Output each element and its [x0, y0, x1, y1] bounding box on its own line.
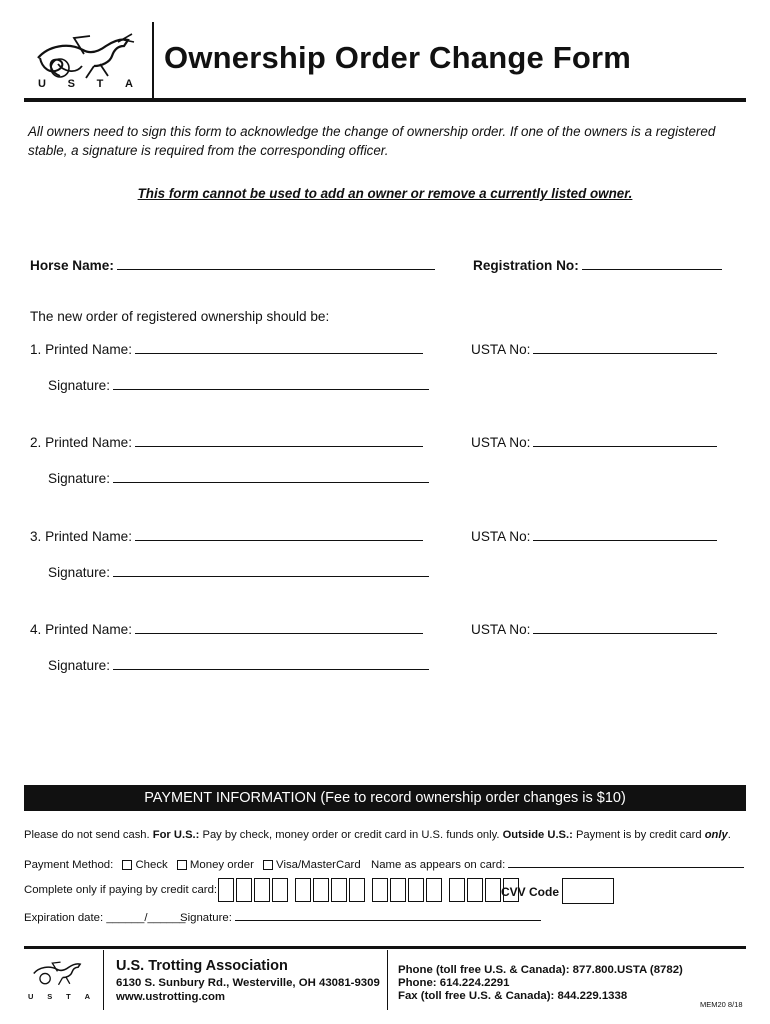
signature-label: Signature:: [48, 565, 110, 580]
logo-letter: T: [96, 78, 105, 90]
payment-signature-line[interactable]: [235, 920, 541, 921]
footer-logo-letters: [28, 992, 90, 1001]
payment-method-label: Payment Method:: [24, 859, 114, 871]
owner-2-signature-field[interactable]: [48, 471, 429, 486]
payment-signature-field[interactable]: [180, 912, 541, 924]
page-title: Ownership Order Change Form: [164, 40, 632, 75]
owner-1-printed-field[interactable]: [30, 342, 423, 357]
signature-label: Signature:: [48, 658, 110, 673]
cvv-input[interactable]: [562, 878, 614, 904]
printed-name-line[interactable]: [135, 540, 423, 541]
org-name: U.S. Trotting Association: [116, 958, 288, 974]
registration-line[interactable]: [582, 269, 722, 270]
cvv-label: CVV Code: [501, 885, 560, 899]
card-digit-box[interactable]: [485, 878, 501, 902]
footer-divider: [387, 950, 388, 1010]
owner-4-signature-field[interactable]: [48, 658, 429, 673]
usta-no-line[interactable]: [533, 540, 717, 541]
card-number-group: [218, 878, 290, 902]
card-digit-box[interactable]: [349, 878, 365, 902]
usta-no-line[interactable]: [533, 446, 717, 447]
org-website-link[interactable]: www.ustrotting.com: [116, 991, 226, 1003]
owner-4-printed-field[interactable]: [30, 622, 423, 637]
org-address: 6130 S. Sunbury Rd., Westerville, OH 43081-9309: [116, 977, 380, 989]
new-order-text: The new order of registered ownership should be:: [30, 309, 330, 324]
card-digit-box[interactable]: [449, 878, 465, 902]
signature-label: Signature:: [48, 471, 110, 486]
form-code: MEM20 8/18: [700, 1000, 743, 1009]
money-order-checkbox[interactable]: [177, 860, 187, 870]
payment-note-part: Pay by check, money order or credit card in U.S. funds only.: [202, 829, 503, 841]
footer-rule: [24, 946, 746, 949]
usta-no-line[interactable]: [533, 633, 717, 634]
card-digit-box[interactable]: [331, 878, 347, 902]
owner-4-usta-field[interactable]: [471, 622, 717, 637]
owner-2-printed-field[interactable]: [30, 435, 423, 450]
owner-3-printed-field[interactable]: [30, 529, 423, 544]
registration-label: Registration No:: [473, 258, 579, 273]
payment-note-part: Payment is by credit card: [575, 829, 705, 841]
footer-divider: [103, 950, 104, 1010]
registration-field[interactable]: [473, 258, 722, 273]
horse-name-label: Horse Name:: [30, 258, 114, 273]
card-digit-box[interactable]: [390, 878, 406, 902]
usta-no-label: USTA No:: [471, 529, 531, 544]
payment-note-outside: Outside U.S.:: [502, 829, 576, 841]
printed-name-line[interactable]: [135, 446, 423, 447]
payment-note-only: only: [704, 829, 728, 841]
usta-no-label: USTA No:: [471, 342, 531, 357]
signature-label: Signature:: [48, 378, 110, 393]
check-checkbox[interactable]: [122, 860, 132, 870]
payment-header-bar: PAYMENT INFORMATION (Fee to record ownership order changes is $10): [24, 785, 746, 811]
expiration-field[interactable]: Expiration date: ______/______: [24, 912, 186, 924]
usta-no-line[interactable]: [533, 353, 717, 354]
printed-name-label: 4. Printed Name:: [30, 622, 132, 637]
payment-note-us: For U.S.:: [152, 829, 203, 841]
card-digit-box[interactable]: [408, 878, 424, 902]
owner-3-signature-field[interactable]: [48, 565, 429, 580]
intro-text: All owners need to sign this form to acknowledge the change of ownership order. If one of the owners is a registered stable, a signature is required from the corresponding officer.: [28, 124, 716, 158]
card-digit-box[interactable]: [313, 878, 329, 902]
cc-only-label: Complete only if paying by credit card:: [24, 884, 218, 896]
footer-logo-letter: T: [66, 992, 71, 1001]
card-digit-box[interactable]: [467, 878, 483, 902]
header-divider: [152, 22, 154, 100]
fax: Fax (toll free U.S. & Canada): 844.229.1338: [398, 990, 628, 1002]
footer-usta-logo-horse-icon: [26, 958, 92, 992]
warning-text: This form cannot be used to add an owner or remove a currently listed owner.: [137, 186, 633, 201]
owner-1-usta-field[interactable]: [471, 342, 717, 357]
check-option-label: Check: [135, 859, 168, 871]
card-number-group: [372, 878, 444, 902]
owner-2-usta-field[interactable]: [471, 435, 717, 450]
header-rule: [24, 98, 746, 102]
payment-method-row: [24, 859, 361, 871]
usta-no-label: USTA No:: [471, 435, 531, 450]
visa-mastercard-checkbox[interactable]: [263, 860, 273, 870]
signature-line[interactable]: [113, 389, 429, 390]
phone-tollfree: Phone (toll free U.S. & Canada): 877.800.USTA (8782): [398, 964, 683, 976]
logo-letter: U: [38, 78, 47, 90]
footer-logo-letter: A: [84, 992, 90, 1001]
card-digit-box[interactable]: [272, 878, 288, 902]
logo-letter: S: [67, 78, 76, 90]
card-digit-box[interactable]: [218, 878, 234, 902]
visa-mastercard-option-label: Visa/MasterCard: [276, 859, 361, 871]
signature-line[interactable]: [113, 669, 429, 670]
name-on-card-field[interactable]: [371, 859, 744, 871]
printed-name-label: 2. Printed Name:: [30, 435, 132, 450]
payment-note-part: .: [727, 829, 731, 841]
signature-line[interactable]: [113, 482, 429, 483]
card-digit-box[interactable]: [254, 878, 270, 902]
footer-logo-letter: S: [47, 992, 53, 1001]
printed-name-label: 3. Printed Name:: [30, 529, 132, 544]
owner-1-signature-field[interactable]: [48, 378, 429, 393]
payment-signature-label: Signature:: [180, 912, 232, 924]
card-digit-box[interactable]: [426, 878, 442, 902]
logo-letter: A: [125, 78, 134, 90]
printed-name-label: 1. Printed Name:: [30, 342, 132, 357]
signature-line[interactable]: [113, 576, 429, 577]
card-digit-box[interactable]: [372, 878, 388, 902]
phone: Phone: 614.224.2291: [398, 977, 510, 989]
name-on-card-line[interactable]: [508, 867, 744, 868]
usta-logo-letters: [38, 78, 134, 90]
horse-name-line[interactable]: [117, 269, 435, 270]
horse-name-field[interactable]: [30, 258, 435, 273]
printed-name-line[interactable]: [135, 633, 423, 634]
card-number-group: [295, 878, 367, 902]
printed-name-line[interactable]: [135, 353, 423, 354]
card-number-boxes[interactable]: [218, 878, 526, 902]
usta-no-label: USTA No:: [471, 622, 531, 637]
footer-logo-letter: U: [28, 992, 34, 1001]
name-on-card-label: Name as appears on card:: [371, 859, 506, 871]
money-order-option-label: Money order: [189, 859, 254, 871]
payment-note: [24, 829, 731, 841]
owner-3-usta-field[interactable]: [471, 529, 717, 544]
card-digit-box[interactable]: [236, 878, 252, 902]
payment-note-part: Please do not send cash.: [24, 829, 153, 841]
card-digit-box[interactable]: [295, 878, 311, 902]
